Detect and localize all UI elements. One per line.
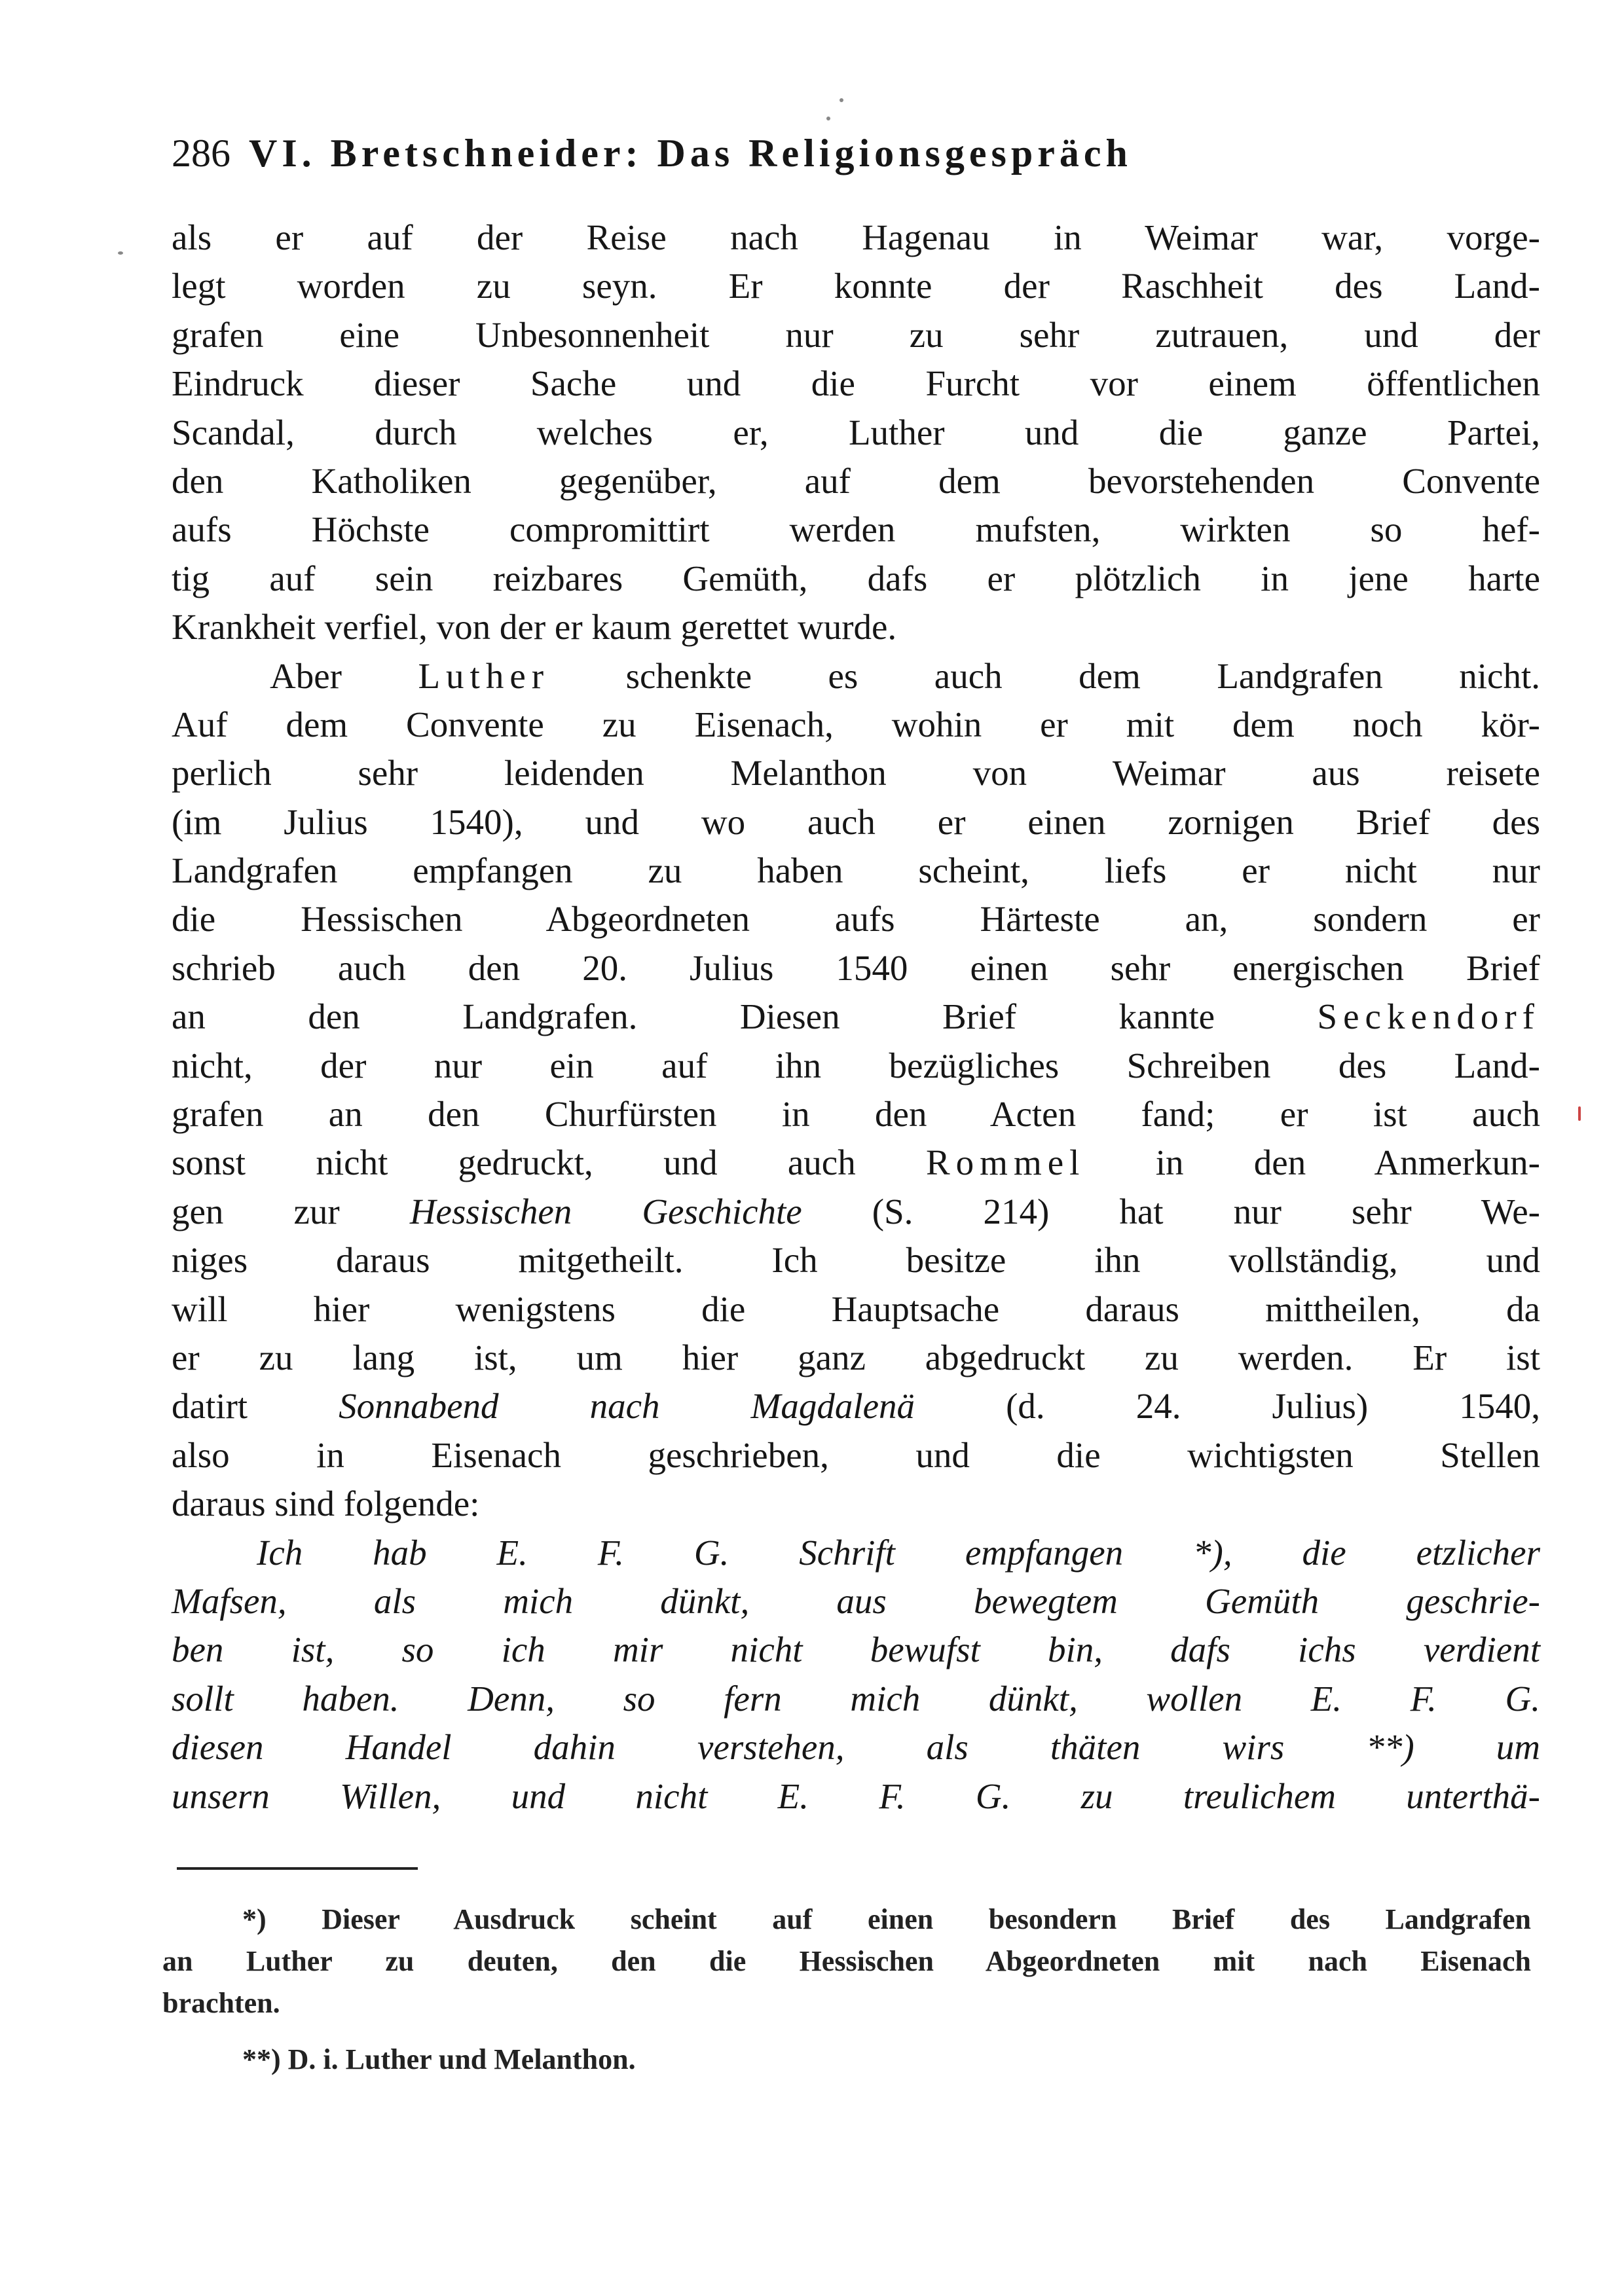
line-text: Auf dem Convente zu Eisenach, wohin er mit dem noch kör- <box>172 704 1540 744</box>
line-text: gen zur <box>172 1191 410 1231</box>
line-text: nicht, der nur ein auf ihn bezügliches Schreiben des Land- <box>172 1045 1540 1085</box>
text-line <box>172 505 1540 554</box>
quoted-letter-text: Ich hab E. F. G. Schrift empfangen *), die etzlicher <box>257 1532 1540 1573</box>
line-text: schenkte es auch dem Landgrafen nicht. <box>549 655 1540 696</box>
footnotes <box>162 1899 1531 2081</box>
text-line <box>172 1285 1540 1334</box>
text-line <box>172 847 1540 895</box>
footnote-line: *) Dieser Ausdruck scheint auf einen besondern Brief des Landgrafen <box>242 1903 1531 1935</box>
text-line <box>172 213 1540 262</box>
quoted-letter-text: diesen Handel dahin verstehen, als thäten wirs **) um <box>172 1727 1540 1768</box>
text-line <box>172 1382 1540 1430</box>
line-text: den Katholiken gegenüber, auf dem bevorstehenden Convente <box>172 460 1540 501</box>
text-line <box>172 1626 1540 1674</box>
line-text: will hier wenigstens die Hauptsache daraus mittheilen, da <box>172 1288 1540 1329</box>
text-line <box>172 555 1540 603</box>
text-line <box>172 749 1540 797</box>
footnote-line: an Luther zu deuten, den die Hessischen Abgeordneten mit nach Eisenach <box>162 1945 1531 1977</box>
line-text: grafen an den Churfürsten in den Acten fand; er ist auch <box>172 1094 1540 1135</box>
quoted-letter-text: ben ist, so ich mir nicht bewufst bin, dafs ichs verdient <box>172 1630 1540 1670</box>
text-line <box>172 1139 1540 1187</box>
text-line <box>172 262 1540 310</box>
text-line <box>172 457 1540 505</box>
quoted-letter-text: unsern Willen, und nicht E. F. G. zu treulichem unterthä- <box>172 1776 1540 1816</box>
line-text: daraus sind folgende: <box>172 1484 480 1524</box>
text-line <box>172 603 1540 651</box>
scan-speck <box>840 98 843 102</box>
text-line <box>172 1090 1540 1139</box>
running-header <box>172 131 1494 190</box>
text-line <box>172 798 1540 847</box>
text-line <box>172 895 1540 943</box>
scan-speck <box>826 117 830 120</box>
text-line <box>172 1431 1540 1480</box>
line-text: in den Anmerkun- <box>1085 1142 1540 1183</box>
text-line <box>172 1772 1540 1821</box>
italic-title: Sonnabend nach Magdalenä <box>339 1386 915 1427</box>
scan-speck <box>118 251 123 255</box>
line-text: an den Landgrafen. Diesen Brief kannte <box>172 996 1318 1037</box>
footnote-line: brachten. <box>162 1987 280 2019</box>
text-line <box>172 1042 1540 1090</box>
italic-title: Hessischen Geschichte <box>409 1191 802 1231</box>
page-number: 286 <box>172 132 231 175</box>
spaced-name: Seckendorf <box>1317 996 1540 1037</box>
line-text: (im Julius 1540), und wo auch er einen zornigen Brief des <box>172 801 1540 842</box>
text-line <box>172 993 1540 1041</box>
text-line <box>172 701 1540 749</box>
line-text: sonst nicht gedruckt, und auch <box>172 1142 926 1183</box>
line-text: aufs Höchste compromittirt werden mufsten, wirkten so hef- <box>172 509 1540 550</box>
line-text: Aber <box>270 655 418 696</box>
footnote-line: **) D. i. Luther und Melanthon. <box>242 2043 636 2075</box>
line-text: Eindruck dieser Sache und die Furcht vor einem öffentlichen <box>172 363 1540 404</box>
text-line <box>172 1236 1540 1285</box>
line-text: Landgrafen empfangen zu haben scheint, liefs er nicht nur <box>172 850 1540 891</box>
text-line <box>172 1675 1540 1723</box>
line-text: perlich sehr leidenden Melanthon von Weimar aus reisete <box>172 753 1540 793</box>
spaced-name: Luther <box>418 655 550 696</box>
text-line <box>172 359 1540 408</box>
quoted-letter-text: Mafsen, als mich dünkt, aus bewegtem Gemüth geschrie- <box>172 1580 1540 1621</box>
line-text: datirt <box>172 1386 339 1427</box>
line-text: als er auf der Reise nach Hagenau in Weimar war, vorge- <box>172 217 1540 257</box>
text-line <box>172 311 1540 359</box>
line-text: also in Eisenach geschrieben, und die wichtigsten Stellen <box>172 1434 1540 1475</box>
line-text: (d. 24. Julius) 1540, <box>915 1386 1540 1427</box>
main-text <box>172 213 1540 1821</box>
footnote-rule <box>177 1867 418 1870</box>
quoted-letter-text: sollt haben. Denn, so fern mich dünkt, wollen E. F. G. <box>172 1678 1540 1719</box>
line-text: grafen eine Unbesonnenheit nur zu sehr zutrauen, und der <box>172 314 1540 355</box>
text-line <box>172 944 1540 993</box>
line-text: Krankheit verfiel, von der er kaum gerettet wurde. <box>172 607 897 647</box>
text-line <box>172 1723 1540 1772</box>
line-text: schrieb auch den 20. Julius 1540 einen sehr energischen Brief <box>172 947 1540 988</box>
line-text: Scandal, durch welches er, Luther und die ganze Partei, <box>172 412 1540 452</box>
text-line <box>172 409 1540 457</box>
footnote-gap <box>162 2024 1531 2039</box>
line-text: tig auf sein reizbares Gemüth, dafs er plötzlich in jene harte <box>172 558 1540 598</box>
scan-speck <box>1578 1106 1581 1121</box>
line-text: legt worden zu seyn. Er konnte der Raschheit des Land- <box>172 266 1540 306</box>
spaced-name: Rommel <box>925 1142 1086 1183</box>
text-line <box>172 1577 1540 1626</box>
line-text: die Hessischen Abgeordneten aufs Härteste an, sondern er <box>172 899 1540 939</box>
line-text: niges daraus mitgetheilt. Ich besitze ihn vollständig, und <box>172 1240 1540 1281</box>
text-line <box>172 652 1540 701</box>
text-line <box>172 1529 1540 1577</box>
running-title: VI. Bretschneider: Das Religionsgespräch <box>249 132 1132 175</box>
text-line <box>172 1334 1540 1382</box>
line-text: er zu lang ist, um hier ganz abgedruckt zu werden. Er ist <box>172 1337 1540 1377</box>
text-line <box>172 1480 1540 1528</box>
text-line <box>172 1188 1540 1236</box>
line-text: (S. 214) hat nur sehr We- <box>802 1191 1540 1231</box>
